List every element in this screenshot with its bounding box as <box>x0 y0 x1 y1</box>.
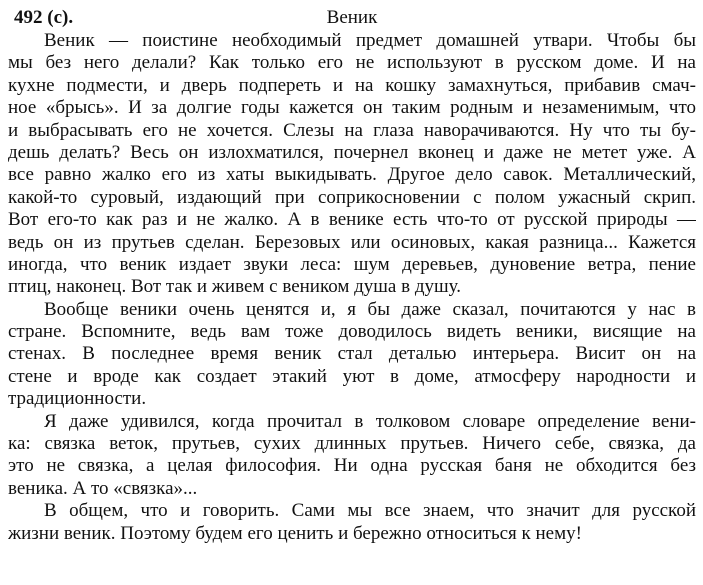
text-line: это не связка, а целая философия. Ни одна русская баня не обходится без <box>8 455 696 477</box>
document-page <box>8 6 696 545</box>
text-line: кухне подмести, и дверь подпереть и на кошку замахнуться, прибавив смач- <box>8 74 696 96</box>
text-line: веника. А то «связка»... <box>8 477 198 499</box>
text-line: Вот его-то как раз и не жалко. А в венике есть что-то от русской природы — <box>8 209 696 231</box>
paragraph-4 <box>8 500 696 545</box>
text-line: Веник — поистине необходимый предмет домашней утвари. Чтобы бы <box>44 30 696 51</box>
text-line: жизни веник. Поэтому будем его ценить и бережно относиться к нему! <box>8 522 582 544</box>
text-line: все равно жалко его из хаты выкидывать. Другое дело савок. Металлический, <box>8 164 696 186</box>
exercise-number: 492 (с). <box>14 7 74 28</box>
text-line: стране. Вспомните, ведь вам тоже доводилось видеть веники, висящие на <box>8 321 696 343</box>
text-line: дешь делать? Весь он излохматился, почернел вконец и даже не метет уже. А <box>8 141 696 163</box>
text-line: ведь он из прутьев сделан. Березовых или осиновых, какая разница... Кажется <box>8 231 696 253</box>
text-line: стенах. В последнее время веник стал деталью интерьера. Висит он на <box>8 343 696 365</box>
text-line: иногда, что веник издает звуки леса: шум деревьев, дуновение ветра, пение <box>8 253 696 275</box>
paragraph-3 <box>8 411 696 501</box>
text-line: птиц, наконец. Вот так и живем с веником душа в душу. <box>8 276 461 298</box>
text-line: мы без него делали? Как только его не используют в русском доме. И на <box>8 52 696 74</box>
document-title: Веник <box>326 7 378 28</box>
paragraph-2 <box>8 299 696 411</box>
text-line: Вообще веники очень ценятся и, я бы даже сказал, почитаются у нас в <box>44 298 696 320</box>
text-line: В общем, что и говорить. Сами мы все знаем, что значит для русской <box>44 500 696 522</box>
text-line: какой-то суровый, издающий при соприкосновении с полом ужасный скрип. <box>8 186 696 208</box>
document-header <box>8 6 696 30</box>
text-line: и выбрасывать его не хочется. Слезы на глаза наворачиваются. Ну что ты бу- <box>8 119 696 141</box>
text-line: Я даже удивился, когда прочитал в толковом словаре определение вени- <box>44 410 696 432</box>
text-line: стене и вроде как создает этакий уют в доме, атмосферу народности и <box>8 365 696 387</box>
text-line: традиционности. <box>8 388 147 410</box>
text-line: ка: связка веток, прутьев, сухих длинных прутьев. Ничего себе, связка, да <box>8 433 696 455</box>
text-line: ное «брысь». И за долгие годы кажется он таким родным и незаменимым, что <box>8 97 696 119</box>
paragraph-1 <box>8 30 696 299</box>
